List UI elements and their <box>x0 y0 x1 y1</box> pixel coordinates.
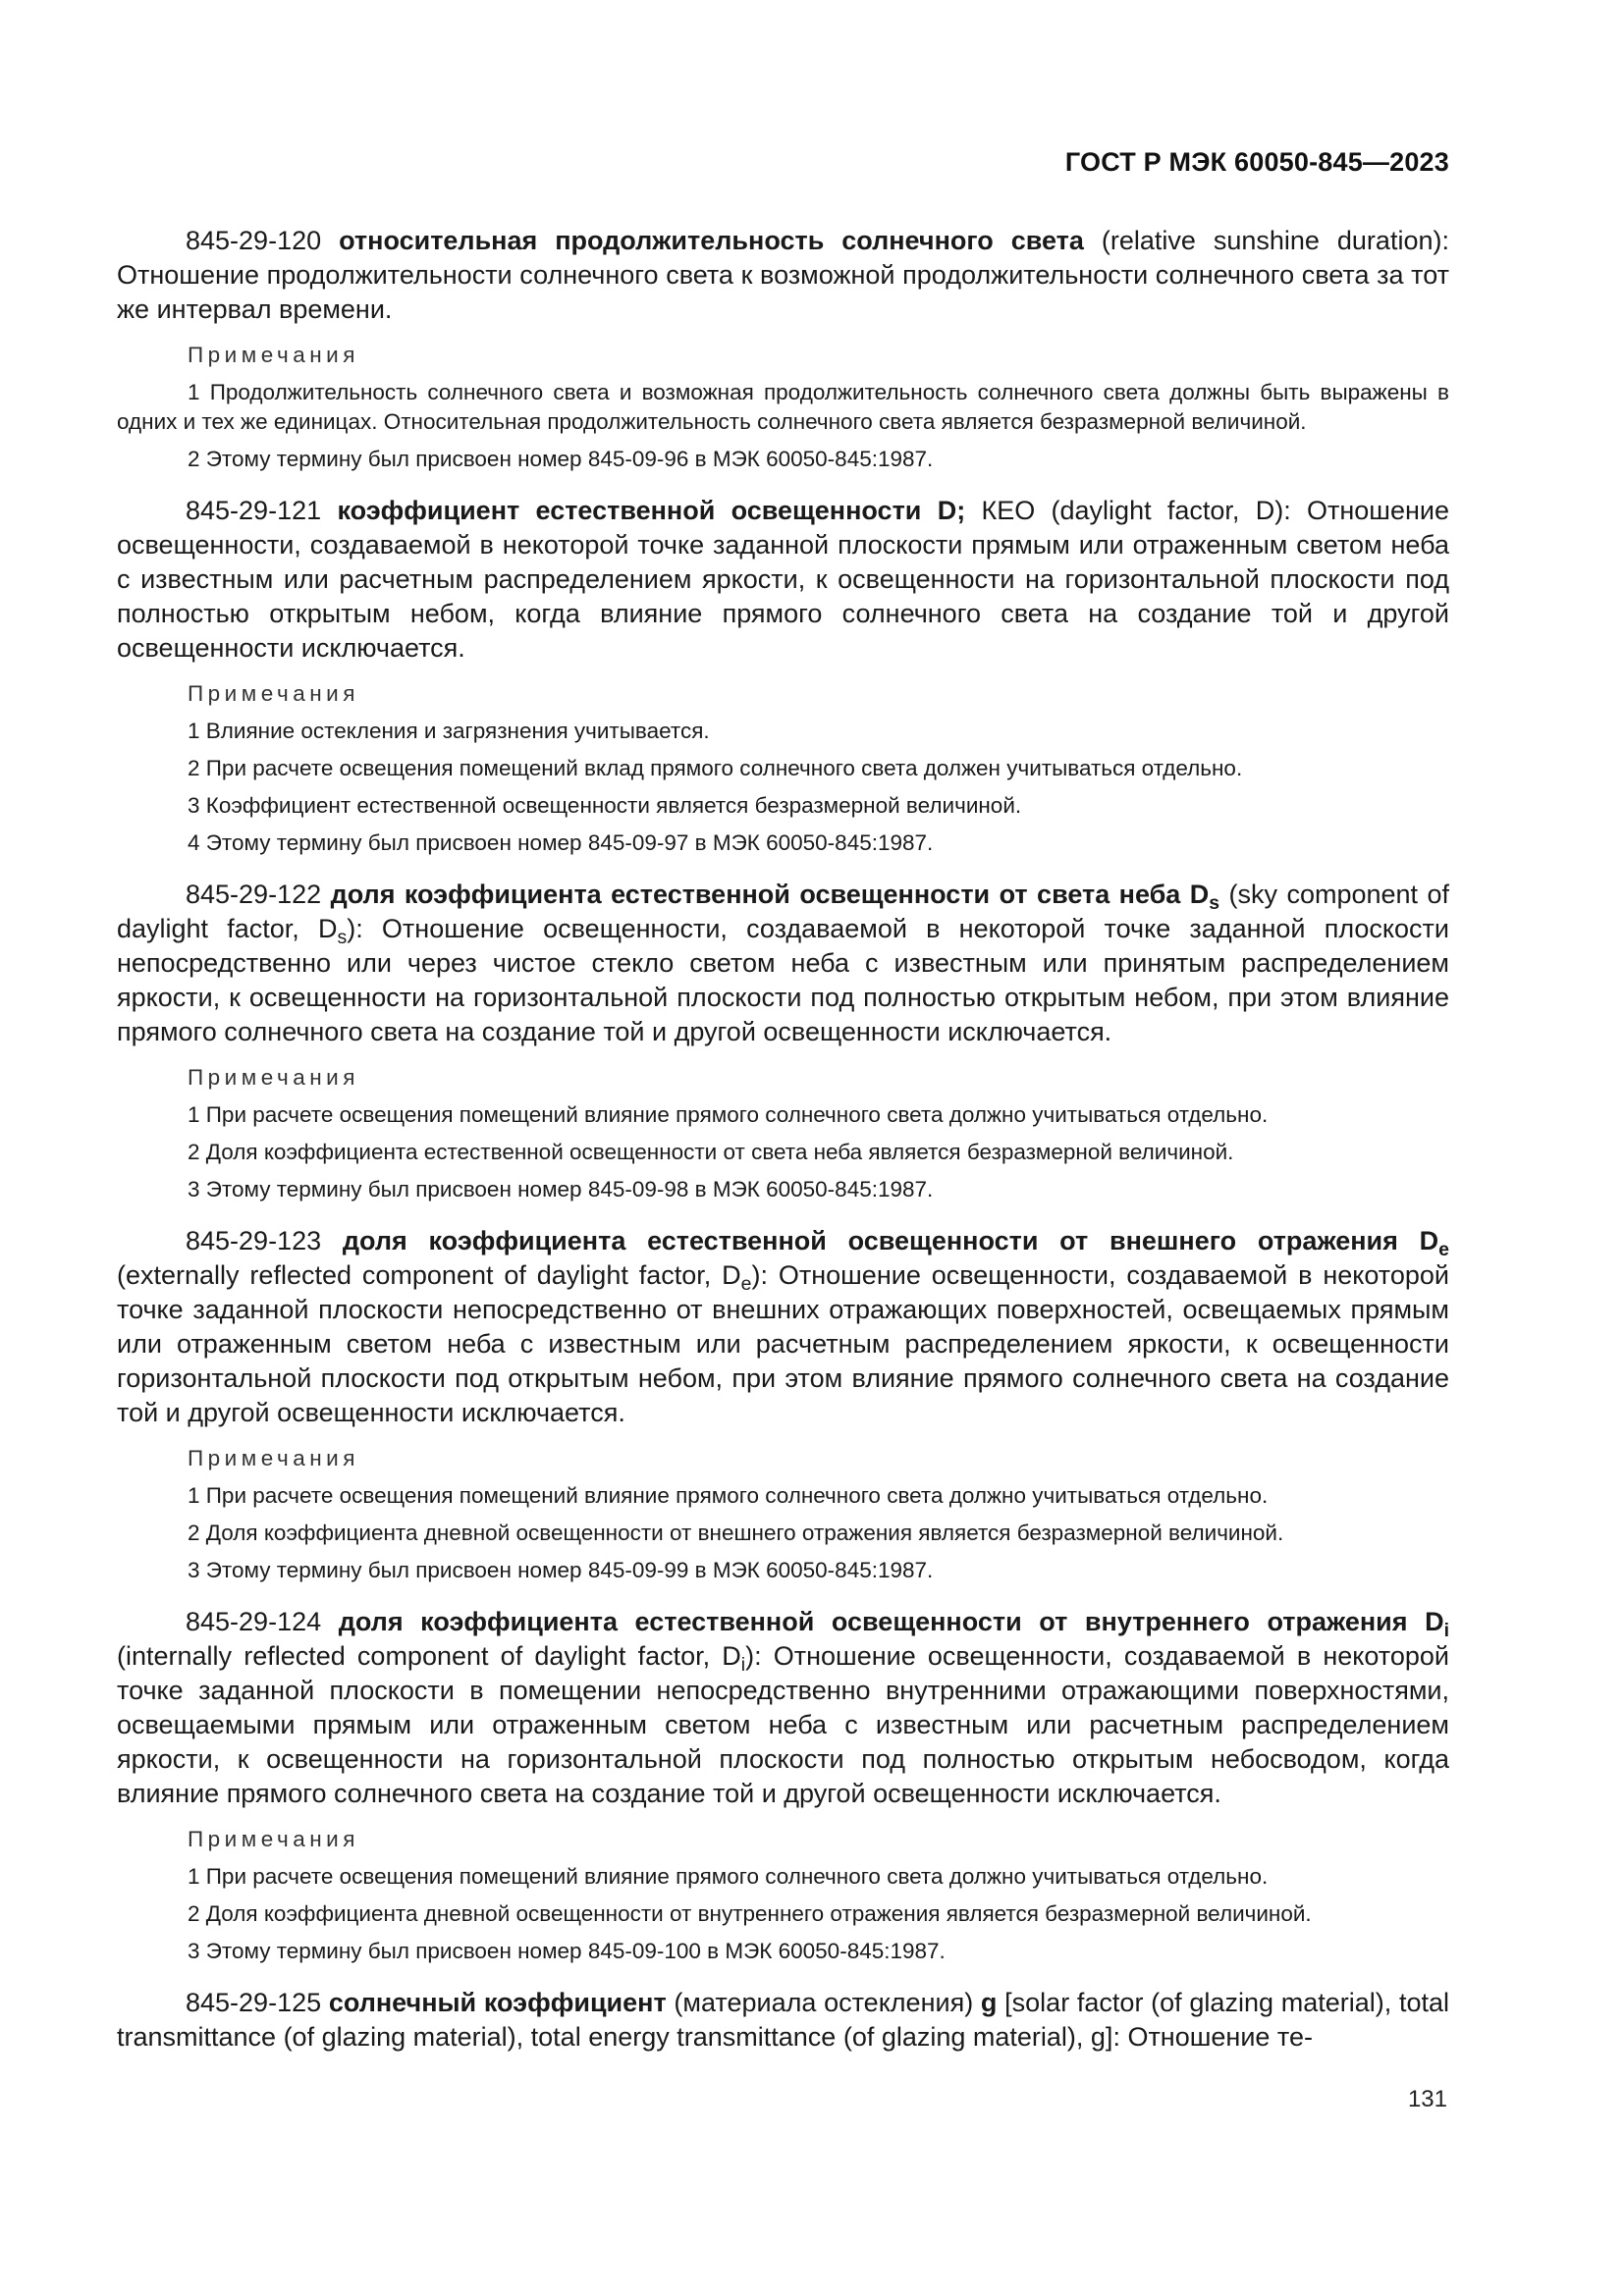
document-code-header: ГОСТ Р МЭК 60050-845—2023 <box>1064 147 1449 177</box>
term-name-text: доля коэффициента естественной освещенности от внешнего отражения D <box>342 1226 1439 1255</box>
term-name: солнечный коэффициент <box>328 1988 667 2017</box>
term-symbol: g <box>980 1988 998 2017</box>
term-number: 845-29-123 <box>186 1226 322 1255</box>
symbol-subscript: e <box>740 1272 752 1295</box>
note-item: 2 Доля коэффициента дневной освещенности от внутреннего отражения является безразмерной величиной. <box>188 1901 1312 1926</box>
term-definition-text: КЕО (daylight factor, D): Отношение освещенности, создаваемой в некоторой точке заданной плоскости прямым или отраженным светом неба с известным или расчетным распределением яркости, к освещенности на горизонтальной плоскости под полностью открытым небом, когда влияние прямого солнечного света на создание той и другой освещенности исключается. <box>117 496 1449 663</box>
note-item: 1 Продолжительность солнечного света и возможная продолжительность солнечного света должны быть выражены в одних и тех же единицах. Относительная продолжительность солнечного света является безразмерной величиной. <box>117 380 1449 434</box>
term-entry-845-29-121 <box>117 494 1449 858</box>
note-item: 1 При расчете освещения помещений влияние прямого солнечного света должно учитываться отдельно. <box>188 1483 1269 1508</box>
note-item: 3 Этому термину был присвоен номер 845-09-98 в МЭК 60050-845:1987. <box>188 1177 934 1201</box>
term-name: коэффициент естественной освещенности D; <box>337 496 966 525</box>
term-definition-text: [solar factor (of glazing material), total transmittance (of glazing material), total energy transmittance (of glazing material), g]: Отношение те- <box>117 1988 1450 2052</box>
note-item: 1 Влияние остекления и загрязнения учитывается. <box>188 719 710 743</box>
note-item: 1 При расчете освещения помещений влияние прямого солнечного света должно учитываться отдельно. <box>188 1864 1269 1889</box>
note-item: 3 Этому термину был присвоен номер 845-09-99 в МЭК 60050-845:1987. <box>188 1558 934 1582</box>
term-definition <box>117 1605 1449 1811</box>
term-name-text: доля коэффициента естественной освещенности от внутреннего отражения D <box>338 1607 1444 1636</box>
term-name: относительная продолжительность солнечного света <box>339 226 1084 255</box>
notes-heading: Примечания <box>188 1827 359 1851</box>
notes-heading: Примечания <box>188 1446 359 1470</box>
term-name <box>338 1607 1449 1641</box>
term-entry-845-29-124 <box>117 1605 1449 1966</box>
note-item: 4 Этому термину был присвоен номер 845-09-97 в МЭК 60050-845:1987. <box>188 830 934 855</box>
term-definition-text: ): Отношение освещенности, создаваемой в некоторой точке заданной плоскости в помещении непосредственно внутренними отражающими поверхностями, освещаемыми прямым или отраженным светом неба с известным или расчетным распределением яркости, к освещенности на горизонтальной плоскости под полностью открытым небосводом, когда влияние прямого солнечного света на создание той и другой освещенности исключается. <box>117 1641 1449 1808</box>
term-definition-text: (sky component of daylight factor, D <box>117 880 1449 943</box>
note-item: 3 Этому термину был присвоен номер 845-09-100 в МЭК 60050-845:1987. <box>188 1939 946 1963</box>
term-definition-text: (internally reflected component of daylight factor, D <box>117 1641 741 1671</box>
term-symbol-subscript: e <box>1438 1238 1449 1260</box>
term-definition-text: (externally reflected component of daylight factor, D <box>117 1260 741 1290</box>
term-definition <box>117 1224 1449 1430</box>
term-entry-845-29-120 <box>117 224 1449 474</box>
page-number: 131 <box>1407 2086 1447 2112</box>
note-item: 2 Этому термину был присвоен номер 845-09-96 в МЭК 60050-845:1987. <box>188 447 934 471</box>
term-number: 845-29-121 <box>186 496 322 525</box>
term-number: 845-29-120 <box>186 226 322 255</box>
notes-heading: Примечания <box>188 1065 359 1090</box>
term-name-text: доля коэффициента естественной освещенности от света неба D <box>330 880 1210 909</box>
term-definition <box>117 1986 1449 2055</box>
note-item: 1 При расчете освещения помещений влияние прямого солнечного света должно учитываться отдельно. <box>188 1102 1269 1127</box>
notes-heading: Примечания <box>188 681 359 706</box>
document-body <box>117 224 1449 2074</box>
term-name <box>342 1226 1449 1260</box>
term-symbol-subscript: s <box>1209 891 1220 914</box>
term-entry-845-29-123 <box>117 1224 1449 1585</box>
term-definition-text: ): Отношение освещенности, создаваемой в некоторой точке заданной плоскости непосредственно от внешних отражающих поверхностей, освещаемых прямым или отраженным светом неба с известным или расчетным распределением яркости, к освещенности горизонтальной плоскости под открытым небом, при этом влияние прямого солнечного света на создание той и другой освещенности исключается. <box>117 1260 1449 1427</box>
note-item: 2 При расчете освещения помещений вклад прямого солнечного света должен учитываться отдельно. <box>188 756 1243 780</box>
note-item: 3 Коэффициент естественной освещенности является безразмерной величиной. <box>188 793 1022 818</box>
term-number: 845-29-125 <box>186 1988 322 2017</box>
term-definition-text: ): Отношение освещенности, создаваемой в некоторой точке заданной плоскости непосредственно или через чистое стекло светом неба с известным или принятым распределением яркости, к освещенности на горизонтальной плоскости под полностью открытым небом, при этом влияние прямого солнечного света на создание той и другой освещенности исключается. <box>117 914 1449 1046</box>
term-name <box>330 880 1220 914</box>
term-definition <box>117 878 1449 1049</box>
term-definition <box>117 224 1449 327</box>
term-definition-text: (материала остекления) <box>666 1988 981 2017</box>
term-entry-845-29-125 <box>117 1986 1449 2055</box>
note-item: 2 Доля коэффициента дневной освещенности от внешнего отражения является безразмерной величиной. <box>188 1521 1284 1545</box>
note-item: 2 Доля коэффициента естественной освещенности от света неба является безразмерной величиной. <box>188 1140 1234 1164</box>
term-definition <box>117 494 1449 666</box>
notes-heading: Примечания <box>188 343 359 367</box>
term-number: 845-29-122 <box>186 880 322 909</box>
term-entry-845-29-122 <box>117 878 1449 1204</box>
symbol-subscript: s <box>337 926 348 948</box>
symbol-subscript: i <box>740 1653 746 1676</box>
term-definition-text: (relative sunshine duration): Отношение продолжительности солнечного света к возможной продолжительности солнечного света за тот же интервал времени. <box>117 226 1449 324</box>
term-symbol-subscript: i <box>1443 1619 1449 1641</box>
term-number: 845-29-124 <box>186 1607 322 1636</box>
